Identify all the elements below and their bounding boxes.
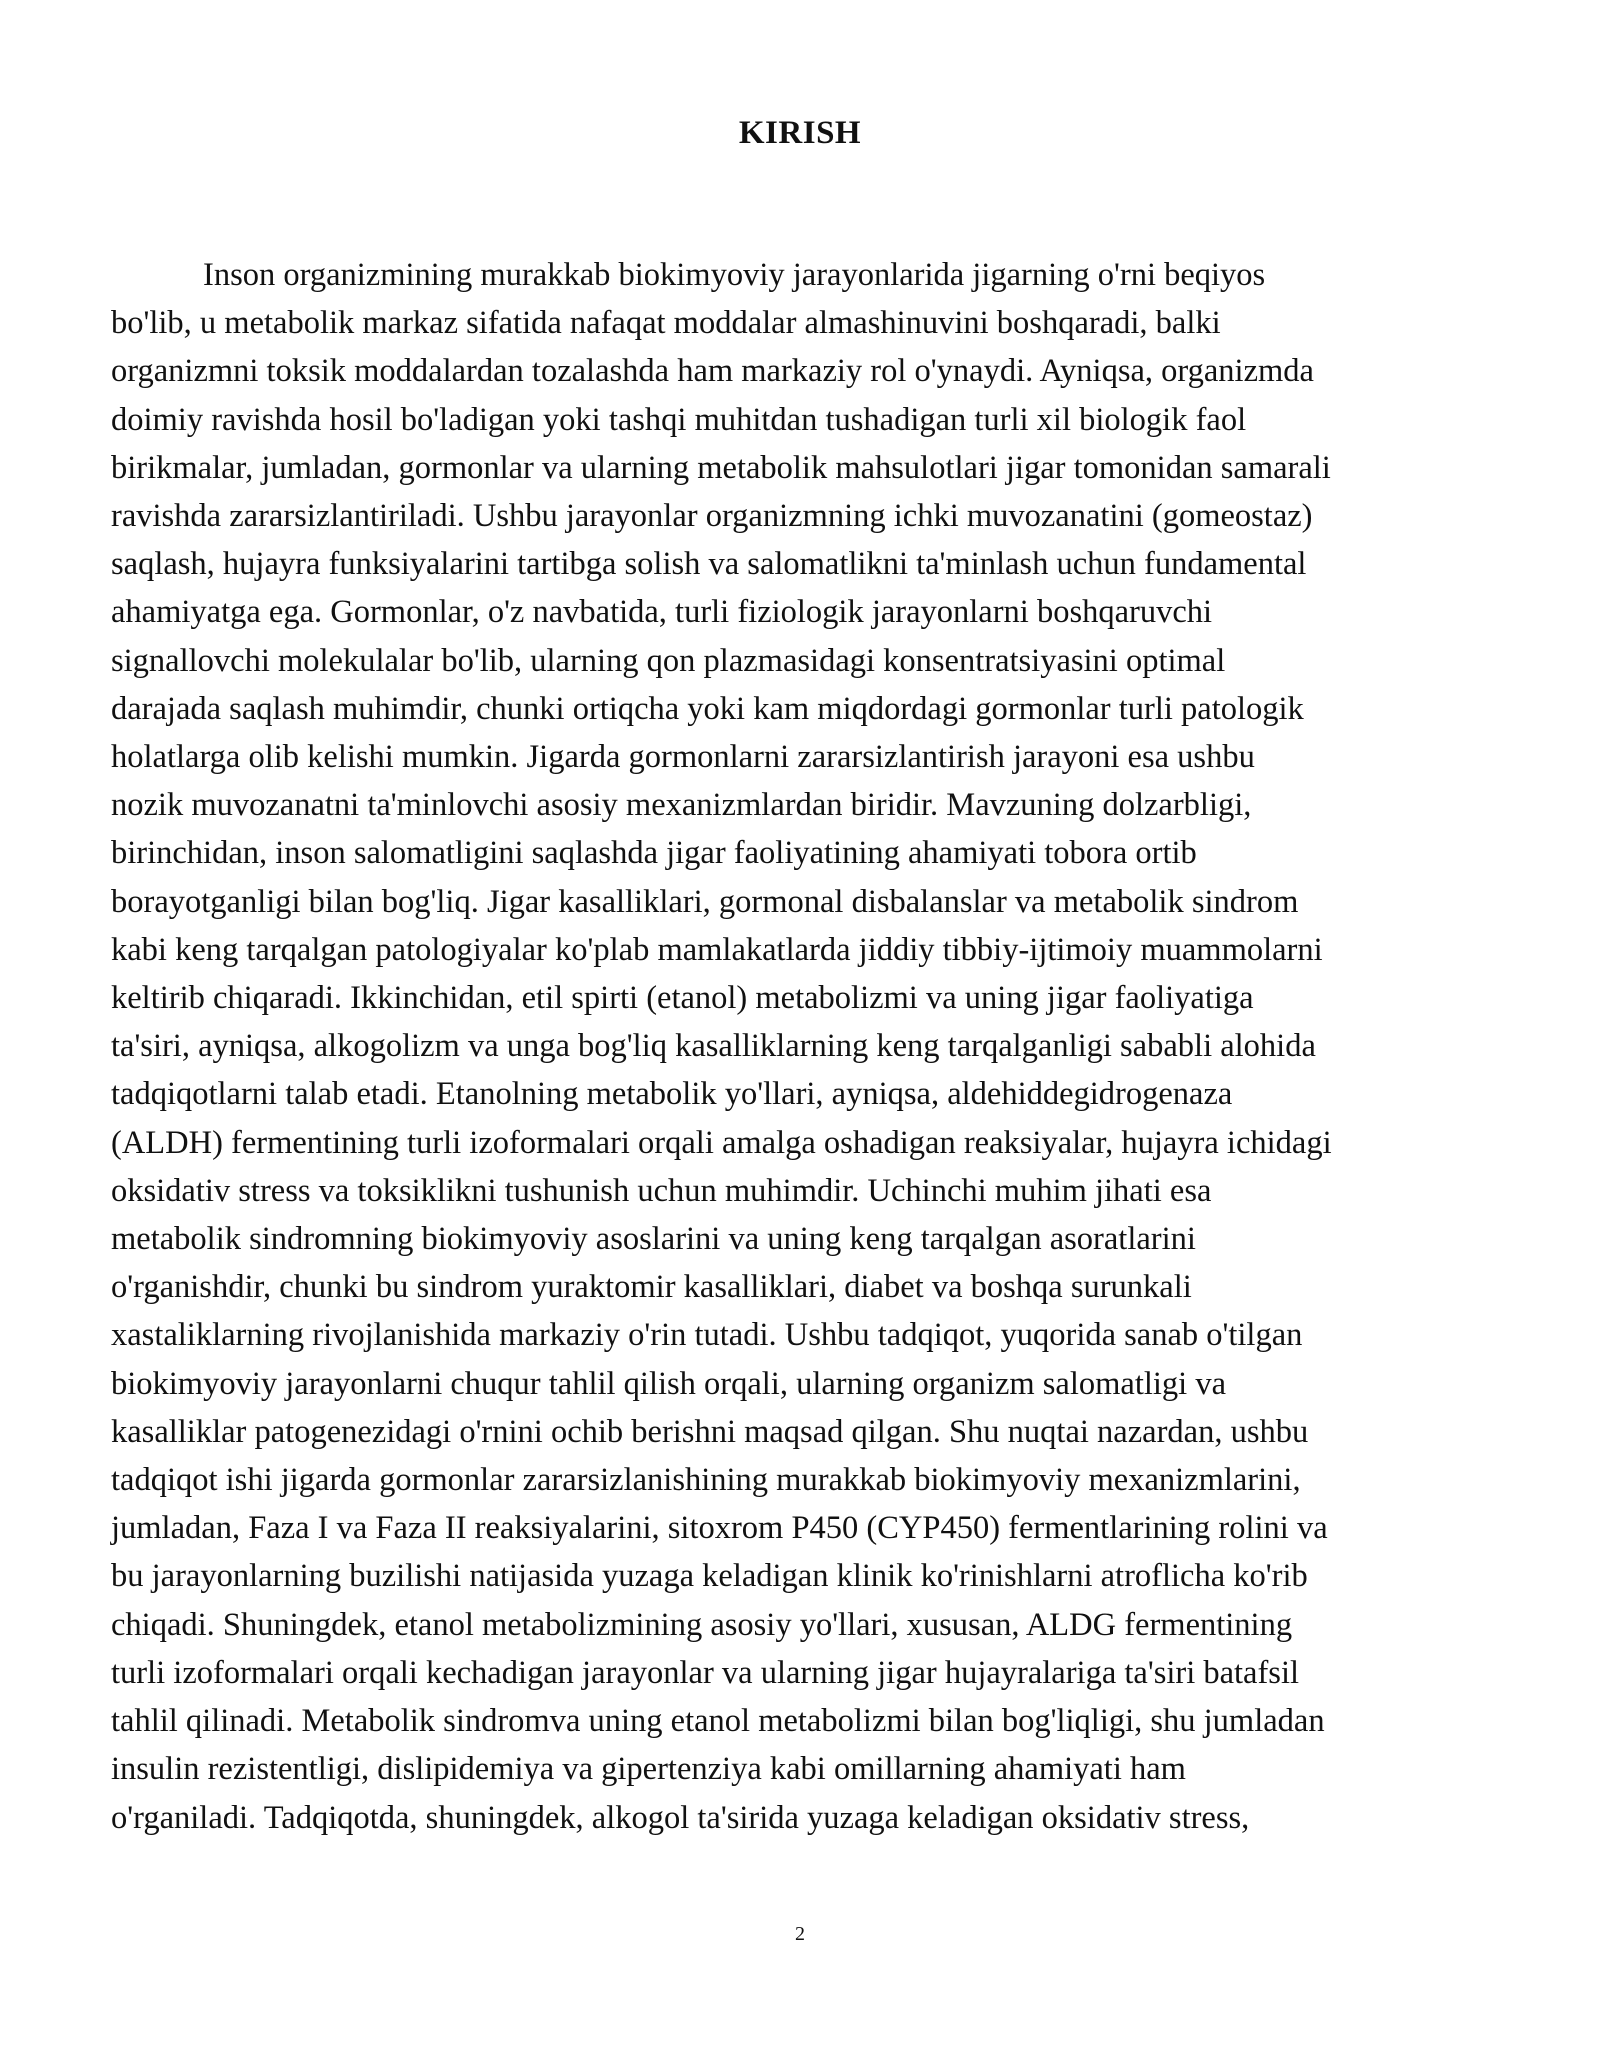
body-paragraph [111,251,1497,1842]
paragraph-line: ta'siri, ayniqsa, alkogolizm va unga bog'liq kasalliklarning keng tarqalganligi sababli alohida [111,1028,1316,1065]
paragraph-line: jumladan, Faza I va Faza II reaksiyalarini, sitoxrom P450 (CYP450) fermentlarining rolini va [111,1510,1328,1547]
paragraph-line: insulin rezistentligi, dislipidemiya va gipertenziya kabi omillarning ahamiyati ham [111,1751,1186,1788]
paragraph-line: birikmalar, jumladan, gormonlar va ularning metabolik mahsulotlari jigar tomonidan samarali [111,449,1331,486]
paragraph-line: o'rganiladi. Tadqiqotda, shuningdek, alkogol ta'sirida yuzaga keladigan oksidativ stress, [111,1799,1250,1836]
paragraph-line: saqlash, hujayra funksiyalarini tartibga solish va salomatlikni ta'minlash uchun fundamental [111,546,1307,583]
paragraph-line: (ALDH) fermentining turli izoformalari orqali amalga oshadigan reaksiyalar, hujayra ichidagi [111,1124,1332,1161]
paragraph-line: holatlarga olib kelishi mumkin. Jigarda gormonlarni zararsizlantirish jarayoni esa ushbu [111,739,1255,776]
paragraph-line: turli izoformalari orqali kechadigan jarayonlar va ularning jigar hujayralariga ta'siri batafsil [111,1654,1300,1691]
page-number: 2 [795,1923,805,1945]
paragraph-line: borayotganligi bilan bog'liq. Jigar kasalliklari, gormonal disbalanslar va metabolik sindrom [111,883,1299,920]
paragraph-line: metabolik sindromning biokimyoviy asoslarini va uning keng tarqalgan asoratlarini [111,1221,1196,1258]
paragraph-line: chiqadi. Shuningdek, etanol metabolizmining asosiy yo'llari, xususan, ALDG fermentining [111,1606,1293,1643]
paragraph-line: tadqiqot ishi jigarda gormonlar zararsizlanishining murakkab biokimyoviy mexanizmlarini, [111,1462,1301,1499]
paragraph-line: kabi keng tarqalgan patologiyalar ko'plab mamlakatlarda jiddiy tibbiy-ijtimoiy muammolarni [111,931,1323,968]
paragraph-line: doimiy ravishda hosil bo'ladigan yoki tashqi muhitdan tushadigan turli xil biologik faol [111,401,1247,438]
page-title: KIRISH [738,115,862,151]
paragraph-line: Inson organizmining murakkab biokimyoviy jarayonlarida jigarning o'rni beqiyos [203,257,1266,293]
paragraph-line: oksidativ stress va toksiklikni tushunish uchun muhimdir. Uchinchi muhim jihati esa [111,1172,1212,1209]
paragraph-line: biokimyoviy jarayonlarni chuqur tahlil qilish orqali, ularning organizm salomatligi va [111,1365,1227,1402]
paragraph-line: ahamiyatga ega. Gormonlar, o'z navbatida, turli fiziologik jarayonlarni boshqaruvchi [111,594,1213,631]
paragraph-line: xastaliklarning rivojlanishida markaziy o'rin tutadi. Ushbu tadqiqot, yuqorida sanab o'tilgan [111,1317,1303,1354]
paragraph-line: birinchidan, inson salomatligini saqlashda jigar faoliyatining ahamiyati tobora ortib [111,835,1197,872]
paragraph-line: o'rganishdir, chunki bu sindrom yuraktomir kasalliklari, diabet va boshqa surunkali [111,1269,1192,1306]
paragraph-line: tahlil qilinadi. Metabolik sindromva uning etanol metabolizmi bilan bog'liqligi, shu jumladan [111,1703,1325,1740]
paragraph-line: bo'lib, u metabolik markaz sifatida nafaqat moddalar almashinuvini boshqaradi, balki [111,305,1221,342]
paragraph-line: nozik muvozanatni ta'minlovchi asosiy mexanizmlardan biridir. Mavzuning dolzarbligi, [111,787,1252,824]
paragraph-line: kasalliklar patogenezidagi o'rnini ochib berishni maqsad qilgan. Shu nuqtai nazardan, ushbu [111,1413,1309,1450]
paragraph-line: darajada saqlash muhimdir, chunki ortiqcha yoki kam miqdordagi gormonlar turli patologik [111,690,1304,727]
paragraph-line: bu jarayonlarning buzilishi natijasida yuzaga keladigan klinik ko'rinishlarni atroflicha ko'rib [111,1558,1308,1595]
paragraph-line: signallovchi molekulalar bo'lib, ularning qon plazmasidagi konsentratsiyasini optimal [111,642,1226,679]
paragraph-line: organizmni toksik moddalardan tozalashda ham markaziy rol o'ynaydi. Ayniqsa, organizmda [111,353,1314,390]
paragraph-line: ravishda zararsizlantiriladi. Ushbu jarayonlar organizmning ichki muvozanatini (gomeostaz) [111,498,1313,535]
paragraph-line: keltirib chiqaradi. Ikkinchidan, etil spirti (etanol) metabolizmi va uning jigar faoliyatiga [111,980,1254,1017]
paragraph-line: tadqiqotlarni talab etadi. Etanolning metabolik yo'llari, ayniqsa, aldehiddegidrogenaza [111,1076,1233,1113]
